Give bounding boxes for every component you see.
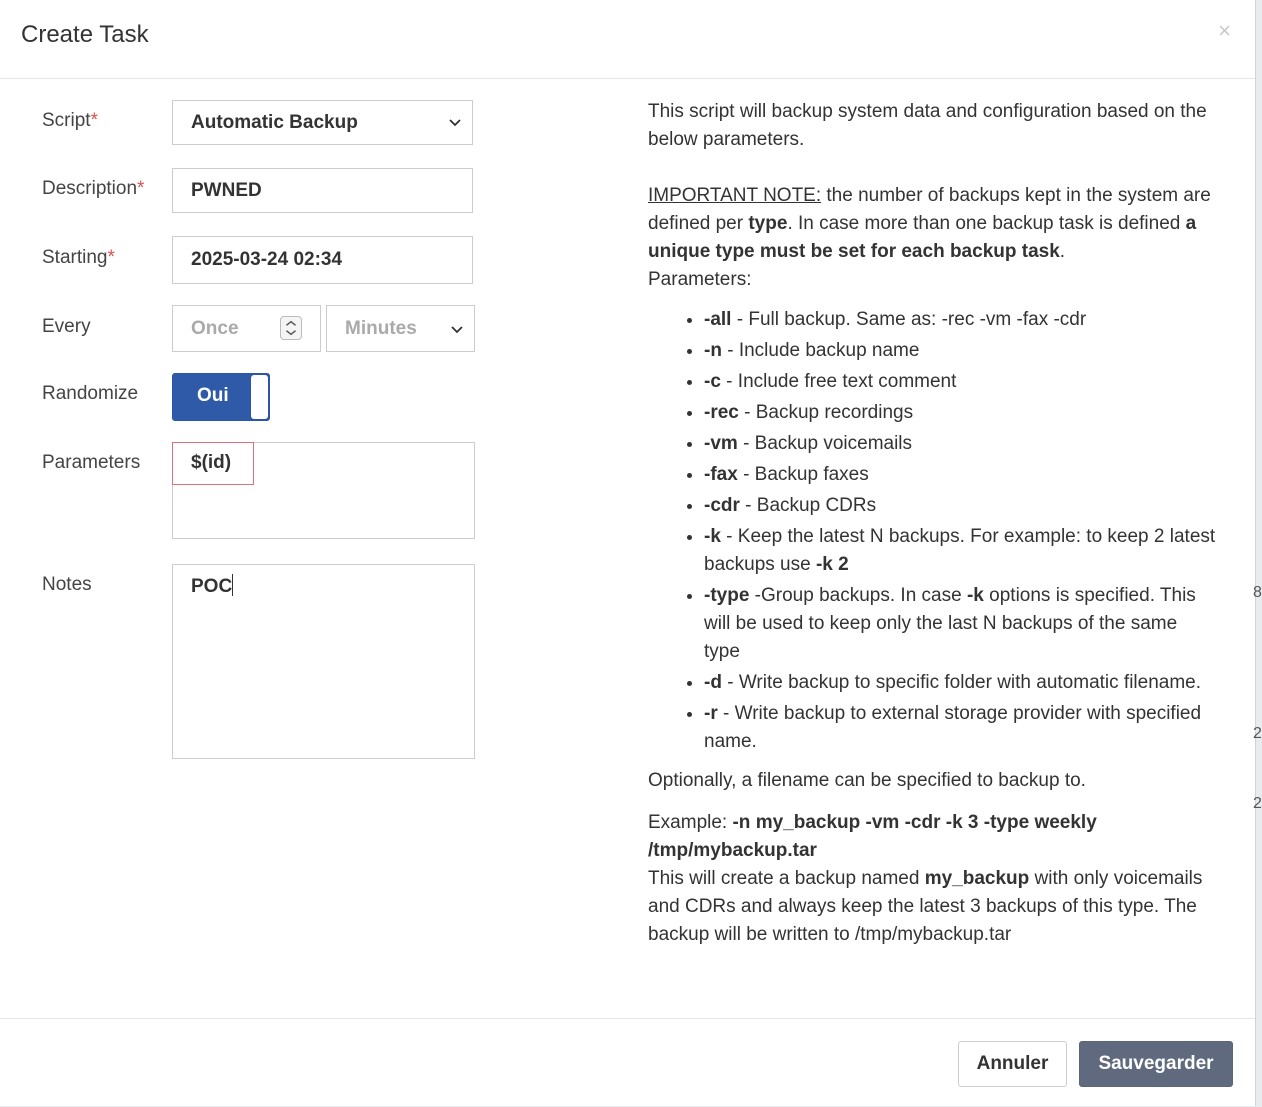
example-label: Example: bbox=[648, 812, 733, 833]
cancel-button[interactable]: Annuler bbox=[958, 1041, 1067, 1087]
important-note-label: IMPORTANT NOTE: bbox=[648, 185, 822, 206]
important-text: the number of backups kept in the system are defined per bbox=[648, 185, 1211, 234]
list-item: • -n - Include backup name bbox=[704, 337, 1218, 365]
background-edge-text: 8 bbox=[1253, 584, 1262, 601]
stepper-arrows-icon[interactable] bbox=[280, 316, 302, 340]
notes-textarea[interactable] bbox=[172, 564, 475, 759]
list-item: • -all - Full backup. Same as: -rec -vm -fax -cdr bbox=[704, 306, 1218, 334]
help-important-note bbox=[648, 182, 1218, 266]
description-label: Description* bbox=[42, 178, 145, 199]
help-parameters-heading: Parameters: bbox=[648, 269, 752, 290]
script-select[interactable] bbox=[172, 100, 473, 145]
background-edge-text: 2 bbox=[1253, 795, 1262, 812]
starting-value: 2025-03-24 02:34 bbox=[191, 249, 343, 270]
description-input[interactable] bbox=[172, 168, 473, 213]
every-count-stepper[interactable] bbox=[172, 305, 321, 352]
close-icon[interactable]: × bbox=[1218, 18, 1231, 43]
save-button[interactable]: Sauvegarder bbox=[1079, 1041, 1233, 1087]
starting-datetime-input[interactable] bbox=[172, 236, 473, 284]
important-bold: a unique type must be set for each backup task bbox=[648, 213, 1197, 262]
list-item: • -k - Keep the latest N backups. For example: to keep 2 latest backups use -k 2 bbox=[704, 523, 1218, 579]
example-command: -n my_backup -vm -cdr -k 3 -type weekly /tmp/mybackup.tar bbox=[648, 812, 1097, 861]
list-item: • -c - Include free text comment bbox=[704, 368, 1218, 396]
script-label: Script* bbox=[42, 110, 98, 131]
list-item: • -cdr - Backup CDRs bbox=[704, 492, 1218, 520]
parameters-label: Parameters bbox=[42, 452, 141, 473]
help-optional-text: Optionally, a filename can be specified to backup to. bbox=[648, 770, 1086, 791]
list-item: • -d - Write backup to specific folder with automatic filename. bbox=[704, 669, 1218, 697]
list-item: • -type -Group backups. In case -k options is specified. This will be used to keep only the last N backups of the same type bbox=[704, 582, 1218, 666]
chevron-down-icon bbox=[450, 322, 464, 336]
randomize-label: Randomize bbox=[42, 383, 139, 404]
list-item: • -r - Write backup to external storage provider with specified name. bbox=[704, 700, 1218, 756]
every-label: Every bbox=[42, 316, 91, 337]
notes-label: Notes bbox=[42, 574, 92, 595]
script-select-value: Automatic Backup bbox=[191, 111, 358, 133]
help-intro: This script will backup system data and configuration based on the below parameters. bbox=[648, 101, 1207, 150]
important-bold: type bbox=[748, 213, 788, 234]
list-item: • -vm - Backup voicemails bbox=[704, 430, 1218, 458]
important-text: . In case more than one backup task is defined bbox=[787, 213, 1186, 234]
notes-value: POC bbox=[191, 576, 233, 597]
modal-header bbox=[0, 0, 1255, 79]
randomize-toggle[interactable] bbox=[172, 373, 270, 421]
every-count-value: Once bbox=[191, 317, 239, 339]
help-example bbox=[648, 809, 1218, 865]
background-edge-text: 2 bbox=[1253, 725, 1262, 742]
description-value: PWNED bbox=[191, 179, 262, 201]
help-example-explanation: This will create a backup named my_backup with only voicemails and CDRs and always keep the latest 3 backups of this type. The backup will be written to /tmp/mybackup.tar bbox=[648, 868, 1203, 945]
list-item: • -fax - Backup faxes bbox=[704, 461, 1218, 489]
important-text: . bbox=[1059, 241, 1066, 262]
starting-label: Starting* bbox=[42, 247, 115, 268]
every-unit-value: Minutes bbox=[345, 317, 417, 339]
list-item: • -rec - Backup recordings bbox=[704, 399, 1218, 427]
script-help-panel bbox=[648, 98, 1218, 949]
toggle-knob bbox=[250, 374, 269, 420]
randomize-toggle-label: Oui bbox=[197, 385, 229, 406]
parameters-textarea[interactable] bbox=[172, 442, 475, 539]
parameters-value: $(id) bbox=[172, 442, 254, 485]
text-cursor bbox=[232, 574, 233, 596]
chevron-down-icon bbox=[448, 115, 462, 129]
modal-title: Create Task bbox=[21, 21, 149, 48]
help-options-list bbox=[648, 306, 1218, 756]
every-unit-select[interactable] bbox=[326, 305, 475, 352]
